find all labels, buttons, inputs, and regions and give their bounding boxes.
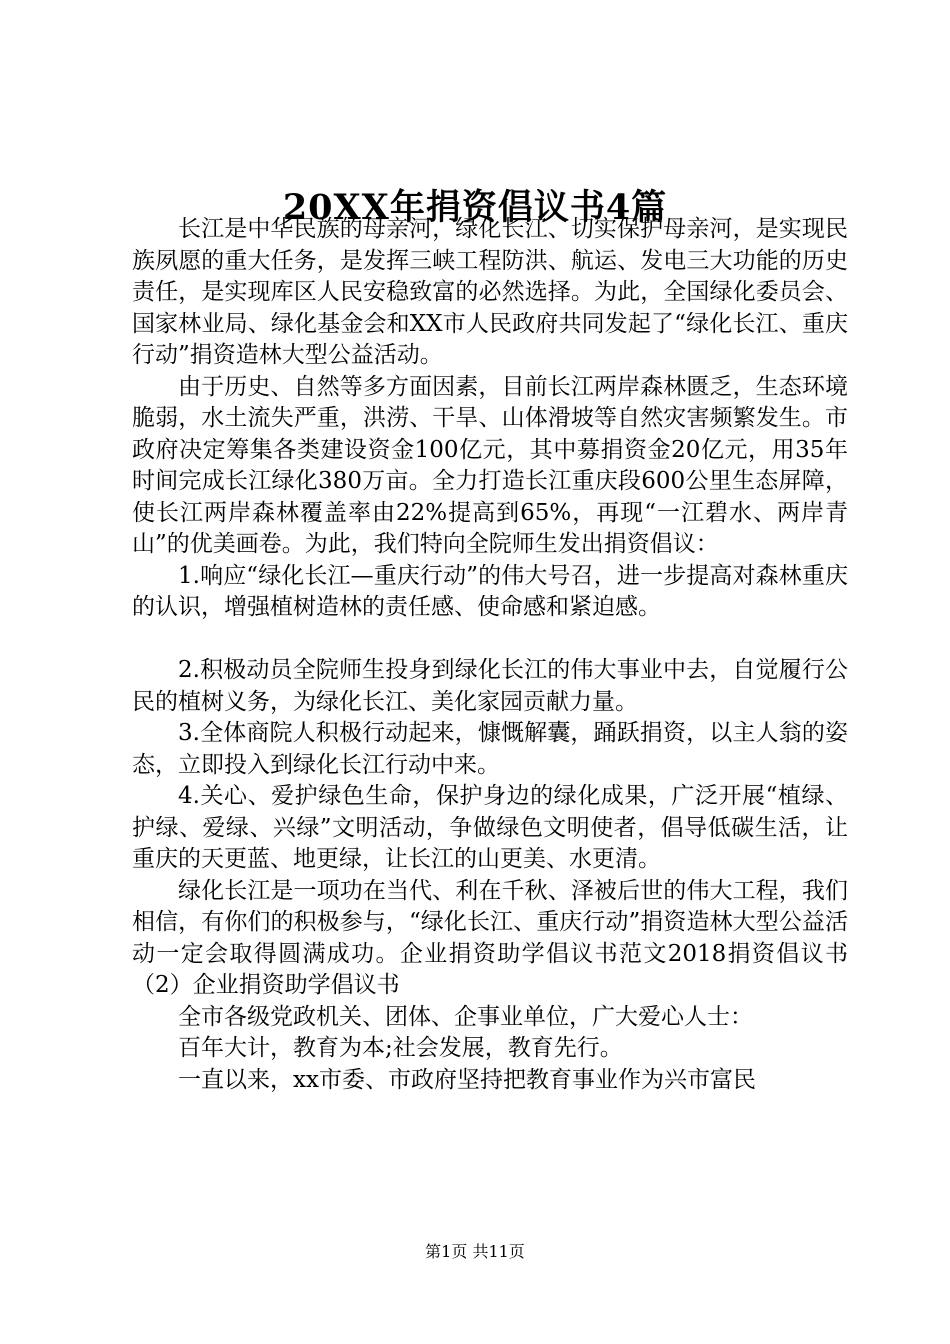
- paragraph-6: 4.关心、爱护绿色生命，保护身边的绿化成果，广泛开展“植绿、护绿、爱绿、兴绿”文明活动，争做绿色文明使者，倡导低碳生活，让重庆的天更蓝、地更绿，让长江的山更美、水更清。: [132, 783, 848, 872]
- paragraph-2: 由于历史、自然等多方面因素，目前长江两岸森林匮乏，生态环境脆弱，水土流失严重，洪涝、干旱、山体滑坡等自然灾害频繁发生。市政府决定筹集各类建设资金100亿元，其中募捐资金20亿元，用35年时间完成长江绿化380万亩。全力打造长江重庆段600公里生态屏障，使长江两岸森林覆盖率由22%提高到65%，再现“一江碧水、两岸青山”的优美画卷。为此，我们特向全院师生发出捐资倡议：: [132, 373, 848, 557]
- paragraph-1: 长江是中华民族的母亲河，绿化长江、切实保护母亲河，是实现民族夙愿的重大任务，是发挥三峡工程防洪、航运、发电三大功能的历史责任，是实现库区人民安稳致富的必然选择。为此，全国绿化委员会、国家林业局、绿化基金会和XX市人民政府共同发起了“绿化长江、重庆行动”捐资造林大型公益活动。: [132, 216, 848, 368]
- document-body: [132, 214, 848, 1096]
- page-footer: 第1页 共11页: [425, 1242, 525, 1261]
- document-title: 20XX年捐资倡议书4篇: [282, 187, 668, 228]
- paragraph-9: 百年大计，教育为本;社会发展，教育先行。: [178, 1035, 623, 1061]
- paragraph-4: 2.积极动员全院师生投身到绿化长江的伟大事业中去，自觉履行公民的植树义务，为绿化长江、美化家园贡献力量。: [132, 657, 848, 715]
- paragraph-3: 1.响应“绿化长江—重庆行动”的伟大号召，进一步提高对森林重庆的认识，增强植树造林的责任感、使命感和紧迫感。: [132, 562, 848, 620]
- paragraph-10: 一直以来，xx市委、市政府坚持把教育事业作为兴市富民: [178, 1066, 756, 1093]
- paragraph-7: 绿化长江是一项功在当代、利在千秋、泽被后世的伟大工程，我们相信，有你们的积极参与，“绿化长江、重庆行动”捐资造林大型公益活动一定会取得圆满成功。企业捐资助学倡议书范文2018捐资倡议书（2）企业捐资助学倡议书: [132, 877, 848, 998]
- paragraph-8: 全市各级党政机关、团体、企事业单位，广大爱心人士：: [178, 1003, 753, 1030]
- paragraph-5: 3.全体商院人积极行动起来，慷慨解囊，踊跃捐资，以主人翁的姿态，立即投入到绿化长江行动中来。: [132, 720, 848, 778]
